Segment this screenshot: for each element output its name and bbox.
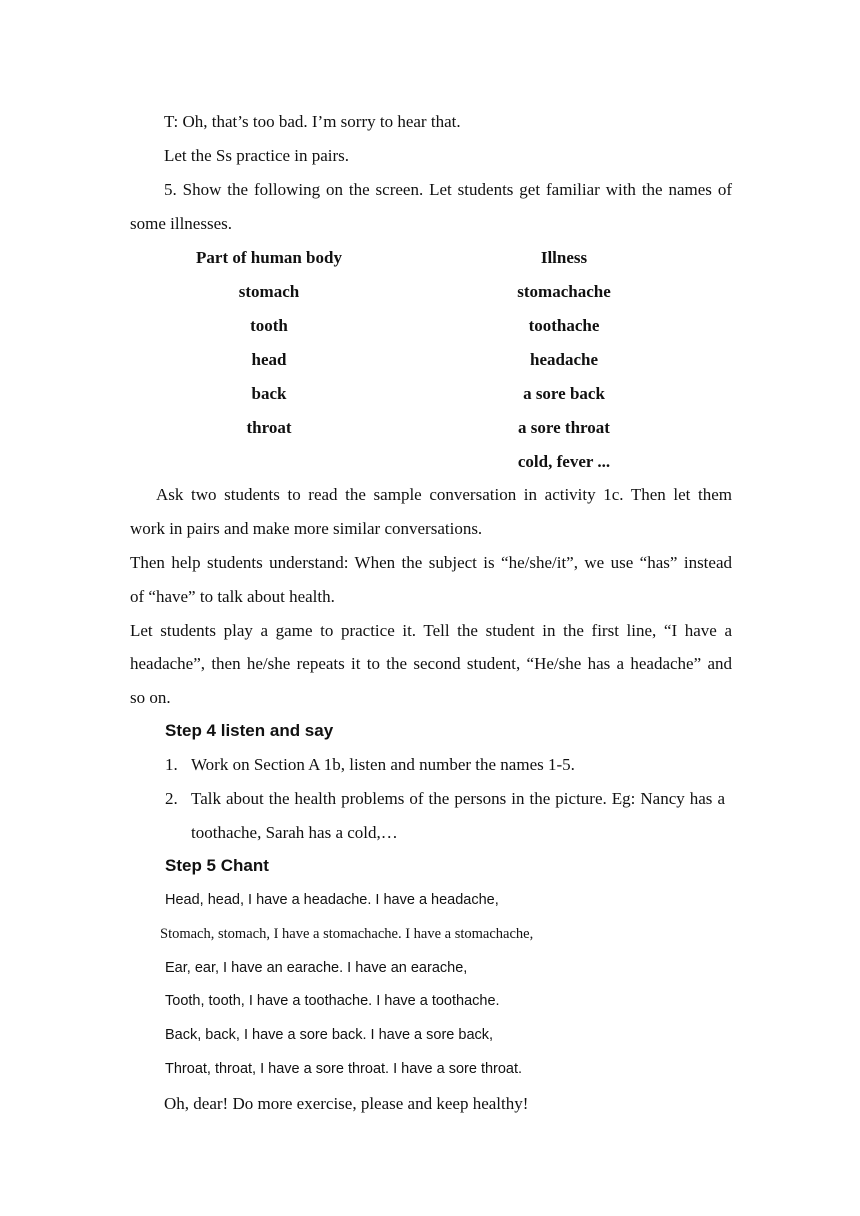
step-4-item-number: 2. <box>165 789 178 808</box>
table-cell: stomach <box>238 282 300 301</box>
intro-line-1: T: Oh, that’s too bad. I’m sorry to hear that. <box>164 112 461 131</box>
paragraph-3-line-1: Let students play a game to practice it. Tell the student in the first line, “I have a <box>130 621 732 640</box>
table-header-illness: Illness <box>540 248 588 267</box>
table-cell: a sore back <box>523 384 605 403</box>
closing-line: Oh, dear! Do more exercise, please and keep healthy! <box>164 1094 529 1113</box>
step-4-heading: Step 4 listen and say <box>165 721 334 740</box>
table-cell: throat <box>246 418 292 437</box>
paragraph-1-line-2: work in pairs and make more similar conversations. <box>130 519 483 538</box>
step-4-item-2-line-1: Talk about the health problems of the persons in the picture. Eg: Nancy has a <box>191 789 725 808</box>
chant-line: Throat, throat, I have a sore throat. I have a sore throat. <box>165 1061 523 1077</box>
chant-line: Head, head, I have a headache. I have a headache, <box>165 892 499 908</box>
table-cell: cold, fever ... <box>517 452 611 471</box>
chant-line: Ear, ear, I have an earache. I have an earache, <box>165 960 468 976</box>
step-5-heading: Step 5 Chant <box>165 856 269 875</box>
chant-line: Back, back, I have a sore back. I have a sore back, <box>165 1027 494 1043</box>
paragraph-1-line-1: Ask two students to read the sample conversation in activity 1c. Then let them <box>156 485 732 504</box>
item5-line-1: 5. Show the following on the screen. Let students get familiar with the names of <box>164 180 732 199</box>
step-4-item-1: Work on Section A 1b, listen and number the names 1-5. <box>191 755 575 774</box>
chant-line: Stomach, stomach, I have a stomachache. I have a stomachache, <box>160 926 534 942</box>
chant-line: Tooth, tooth, I have a toothache. I have a toothache. <box>165 993 500 1009</box>
intro-line-2: Let the Ss practice in pairs. <box>164 146 350 165</box>
paragraph-2-line-1: Then help students understand: When the subject is “he/she/it”, we use “has” instead <box>130 553 732 572</box>
table-cell: stomachache <box>517 282 611 301</box>
table-cell: toothache <box>528 316 600 335</box>
paragraph-2-line-2: of “have” to talk about health. <box>130 587 335 606</box>
table-header-body-part: Part of human body <box>196 248 342 267</box>
table-cell: tooth <box>250 316 288 335</box>
table-cell: headache <box>530 350 598 369</box>
paragraph-3-line-2: headache”, then he/she repeats it to the second student, “He/she has a headache” and <box>130 654 732 673</box>
table-cell: head <box>251 350 287 369</box>
table-cell: back <box>251 384 287 403</box>
step-4-item-number: 1. <box>165 755 178 774</box>
step-4-item-2-line-2: toothache, Sarah has a cold,… <box>191 823 398 842</box>
item5-line-2: some illnesses. <box>130 214 232 233</box>
table-cell: a sore throat <box>518 418 610 437</box>
paragraph-3-line-3: so on. <box>130 688 171 707</box>
